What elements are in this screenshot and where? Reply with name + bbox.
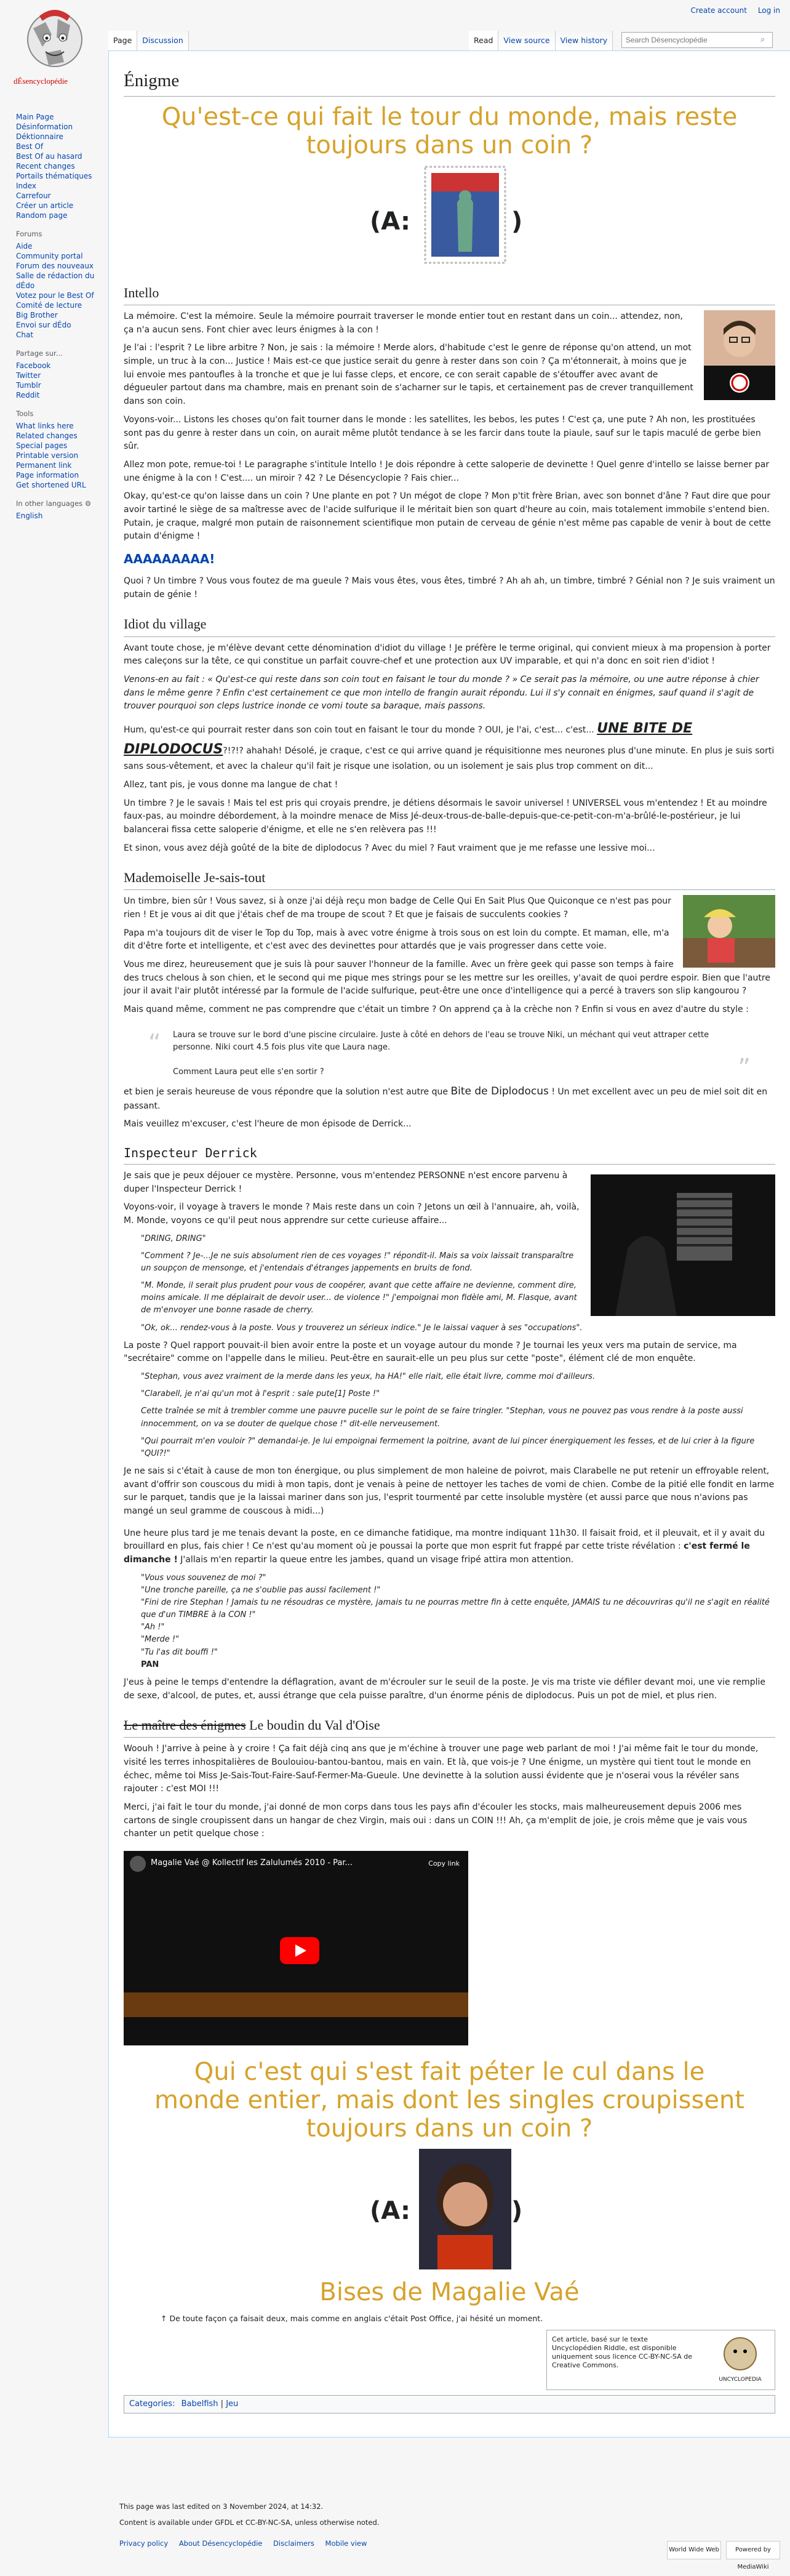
- dialogue-line: "Qui pourrait m'en vouloir ?" demandai-je. Je lui empoignai fermement la poitrine, avant de lui pincer énergiquement les fesses, et de lui crier à la figure "QUI?!": [141, 1436, 755, 1458]
- sidebar-share-link[interactable]: Reddit: [16, 391, 40, 399]
- quote-text: Comment Laura peut elle s'en sortir ?: [173, 1067, 324, 1077]
- sidebar-tool-item[interactable]: [16, 421, 100, 431]
- sidebar-tool-link[interactable]: Printable version: [16, 451, 79, 460]
- magalie-photo[interactable]: [419, 2149, 511, 2269]
- sidebar-heading: [16, 499, 100, 508]
- riddle-question-2: Qui c'est qui s'est fait péter le cul dans le monde entier, mais dont les singles croupissent toujours dans un coin ?: [154, 2058, 744, 2143]
- text: Hum, qu'est-ce qui pourrait rester dans son coin tout en faisant le tour du monde ? OUI, je l'ai, c'est... c'est...: [124, 724, 594, 735]
- paragraph: Vous me direz, heureusement que je suis là pour sauver l'honneur de la famille. Avec un frère geek qui passe son temps à faire des trucs chelous à son chien, et le second qui me pique mes strings pour se les mettre sur les oreilles, y'avait de quoi perdre espoir. Bien que l'autre jour il avait l'air plutôt intéressé par la formule de l'acide sulfurique, peut-être une once d'intelligence qui a percé à travers son slip kangourou ?: [124, 960, 770, 997]
- site-name: dÉsencyclopédie: [14, 76, 68, 86]
- sidebar-lang-item[interactable]: [16, 511, 100, 521]
- sidebar-nav-item[interactable]: [16, 211, 100, 220]
- tab-view-source[interactable]: View source: [498, 31, 555, 50]
- category-links: Categories: Babelfish | Jeu: [124, 2395, 775, 2413]
- search-icon[interactable]: ⌕: [760, 35, 765, 44]
- dialogue-line: "Vous vous souvenez de moi ?": [141, 1573, 266, 1583]
- text: et bien je serais heureuse de vous répondre que la solution n'est autre que: [124, 1087, 451, 1097]
- struck-heading-text: Le maître des énigmes: [124, 1717, 246, 1733]
- paragraph: La mémoire. C'est la mémoire. Seule la mémoire pourrait traverser le monde entier tout en restant dans un coin... attendez, non, ça n'a aucun sens. Font chier avec leurs énigmes à la con !: [124, 311, 683, 335]
- sidebar-nav-link[interactable]: Déktionnaire: [16, 132, 63, 141]
- sidebar-forum-item[interactable]: [16, 261, 100, 271]
- paragraph: Woouh ! J'arrive à peine à y croire ! Ça fait déjà cinq ans que je m'échine à trouver une page web parlant de moi ! J'ai même fait le tour du monde, visité les terres inhospitalières de Boulouiou-bantou-bantou, mais en vain. Et là, que vois-je ? Une énigme, un mystère qui tient tout le monde en échec, même toi Miss Je-Sais-Tout-Faire-Sauf-Fermer-Ma-Gueule. Une devinette à la solution aussi évidente que je n'oserai vous la révéler sans rajouter : c'est MOI !!!: [124, 1744, 759, 1794]
- sidebar-forum-item[interactable]: [16, 310, 100, 320]
- text: Une heure plus tard je me tenais devant la poste, en ce dimanche fatidique, ma montre indiquant 11h30. Il faisait froid, et il pleuvait, et il y avait du brouillard en plus, fais chier ! Ce n'est qu'au moment où je poussai la porte que mon esprit fut frappé par cette triste révélation :: [124, 1528, 765, 1552]
- emphasis-text: Bite de Diplodocus: [450, 1085, 549, 1098]
- sidebar-forum-link[interactable]: Chat: [16, 331, 34, 339]
- sidebar-nav-item[interactable]: [16, 132, 100, 142]
- sidebar-forum-link[interactable]: Community portal: [16, 252, 83, 260]
- signoff-text: Bises de Magalie Vaé: [319, 2278, 580, 2307]
- dialogue-block: [141, 1371, 775, 1460]
- last-edited: This page was last edited on 3 November 2024, at 14:32.: [119, 2502, 324, 2511]
- search-input[interactable]: [621, 32, 773, 48]
- sidebar-tool-link[interactable]: What links here: [16, 422, 74, 430]
- tab-page[interactable]: Page: [108, 31, 137, 50]
- text: ?!?!? ahahah! Désolé, je craque, c'est ce qui arrive quand je réquisitionne mes neurones plus d'une minute. En plus je suis sorti sans sous-vêtement, et avec la chaleur qu'il fait je risque une isolation, ou un isolement je sais plus trop comment on dit...: [124, 746, 775, 772]
- sidebar-forum-item[interactable]: [16, 330, 100, 340]
- sidebar-heading: Forums: [16, 230, 42, 238]
- paragraph: [124, 718, 775, 774]
- license-box: [546, 2330, 775, 2390]
- site-logo[interactable]: [9, 4, 101, 96]
- sidebar-forum-item[interactable]: [16, 300, 100, 310]
- footer-links: [119, 2537, 379, 2550]
- girl-scout-image[interactable]: [683, 895, 775, 968]
- copy-link-button[interactable]: Copy link: [428, 1860, 460, 1868]
- intello-image[interactable]: [704, 310, 775, 400]
- dialogue-line: "Stephan, vous avez vraiment de la merde dans les yeux, ha HA!" elle riait, elle était livre, comme moi d'ailleurs.: [141, 1372, 596, 1382]
- person-photo-icon: [683, 895, 775, 968]
- reference-item: ↑ De toute façon ça faisait deux, mais comme en anglais c'était Post Office, j'ai hésité un moment.: [161, 2314, 543, 2324]
- sidebar-nav-item[interactable]: [16, 161, 100, 171]
- categories-label[interactable]: Categories:: [129, 2399, 175, 2409]
- paragraph: Un timbre ? Je le savais ! Mais tel est pris qui croyais prendre, je détiens désormais le savoir universel ! UNIVERSEL vous m'entendez ! Et au moindre faux-pas, au moindre débordement, à la moindre menace de Miss Jé-deux-trous-de-balle-depuis-que-ce-petit-con-m'a-brûlé-le-postérieur, je lui balancerai fissa cette saloperie d'énigme, et elle ne s'en relèvera pas !!!: [124, 798, 767, 835]
- text: ! Un met excellent avec un peu de miel soit dit en passant.: [124, 1087, 768, 1111]
- dialogue-block: [141, 1572, 775, 1671]
- dialogue-line: "Tu l'as dit bouffi !": [141, 1647, 218, 1657]
- sidebar-nav-item[interactable]: [16, 191, 100, 201]
- sidebar-lang-link[interactable]: English: [16, 512, 43, 520]
- namespace-tabs: [108, 31, 189, 50]
- sidebar-tool-link[interactable]: Get shortened URL: [16, 481, 86, 489]
- paragraph: Je l'ai : l'esprit ? Le libre arbitre ? Non, je sais : la mémoire ! Merde alors, d'habitude c'est le genre de réponse qu'on attend, un mot simple, un truc à la con... Justice ! Mais est-ce que justice serait du genre à rester dans son coin ? Ça m'étonnerait, à moins que je lui envoie mes pantoufles à la tronche et que je lui fasse cleps, et encore, ce con serait capable de s'étouffer avec avant de dégueuler partout dans ma chambre, mais en prenant soin de s'acharner sur le tapis, et certainement pas de crever tranquillement dans son coin.: [124, 343, 693, 407]
- sidebar-forum-item[interactable]: [16, 241, 100, 251]
- sidebar-tool-link[interactable]: Page information: [16, 471, 79, 479]
- disclaimers-link[interactable]: Disclaimers: [273, 2539, 314, 2548]
- personal-tools: [682, 6, 780, 15]
- main-content: [108, 50, 790, 2438]
- sidebar-heading: Partage sur...: [16, 349, 63, 358]
- sidebar-nav-link[interactable]: Carrefour: [16, 191, 51, 200]
- sidebar-languages: [7, 499, 100, 521]
- paragraph: [124, 1083, 775, 1113]
- sidebar-forum-item[interactable]: [16, 291, 100, 300]
- paragraph: Je ne sais si c'était à cause de mon ton énergique, ou plus simplement de mon haleine de poivrot, mais Clarabelle ne put retenir un effroyable relent, avant d'offrir son couscous du midi à mon tapis, dont je venais à peine de nettoyer les taches de vomi de chien. Combe de la pitié elle fondit en larme sur le parquet, tandis que je la laissai mariner dans son jus, l'esprit tourmenté par cette insoluble mystère (et aussi parce que nous n'avions pas mangé un seul gramme de couscous à midi...): [124, 1466, 775, 1516]
- derrick-image[interactable]: [591, 1174, 775, 1316]
- emphasis-text: c'est fermé le dimanche !: [124, 1541, 750, 1565]
- paragraph: J'eus à peine le temps d'entendre la déflagration, avant de m'écrouler sur le seuil de la poste. Je vis ma triste vie défiler devant moi, une vie remplie de sexe, d'alcool, de putes, et, aussi étrange que cela puisse paraître, d'un énorme pénis de diplodocus. Puis un pot de miel, et plus rien.: [124, 1677, 766, 1701]
- sidebar-forum-link[interactable]: Forum des nouveaux: [16, 262, 94, 270]
- stamp-image[interactable]: [424, 166, 506, 264]
- sidebar-nav-link[interactable]: Index: [16, 182, 37, 190]
- sidebar-forum-link[interactable]: Aide: [16, 242, 33, 251]
- sidebar-forum-item[interactable]: [16, 271, 100, 291]
- sidebar-tool-item[interactable]: [16, 470, 100, 480]
- tab-view-history[interactable]: View history: [556, 31, 613, 50]
- sidebar-tool-link[interactable]: Special pages: [16, 441, 68, 450]
- sidebar-nav-link[interactable]: Best Of au hasard: [16, 152, 82, 161]
- license-notice: Content is available under GFDL et CC-BY-NC-SA, unless otherwise noted.: [119, 2518, 380, 2527]
- answer-suffix: ): [511, 2197, 523, 2226]
- privacy-link[interactable]: Privacy policy: [119, 2539, 169, 2548]
- dialogue-line: PAN: [141, 1659, 159, 1669]
- sidebar-nav-item[interactable]: [16, 151, 100, 161]
- create-account-link[interactable]: Create account: [690, 6, 747, 15]
- sidebar-nav-link[interactable]: Portails thématiques: [16, 172, 92, 180]
- sidebar-forum-link[interactable]: Big Brother: [16, 311, 58, 319]
- paragraph: Voyons-voir, il voyage à travers le monde ? Mais reste dans un coin ? Jetons un œil à l'annuaire, ah, voilà, M. Monde, voyons ce qu'il peut nous apprendre sur cette curieuse affaire...: [124, 1202, 580, 1226]
- dialogue-line: Cette traînée se mit à trembler comme une pauvre pucelle sur le point de se faire tringler. "Stephan, vous ne pouvez pas vous rendre à la poste aussi innocemment, on va se douter de quelque chose !" dit-elle nerveusement.: [141, 1406, 743, 1429]
- paragraph: Un timbre, bien sûr ! Vous savez, si à onze j'ai déjà reçu mon badge de Celle Qui En Sait Plus Que Quiconque ce n'est pas pour rien ! Et je vous ai dit que j'étais chef de ma troupe de scout ? Et que je faisais de succulents cookies ?: [124, 896, 671, 920]
- sidebar-heading: Tools: [16, 409, 34, 418]
- paragraph: La poste ? Quel rapport pouvait-il bien avoir entre la poste et un voyage autour du monde ? Je tournai les yeux vers ma putain de service, ma "secrétaire" comme on l'appelle dans le milieu. Peut-être en saurait-elle un peu plus sur cette "poste", élément clé de mon enquête.: [124, 1340, 737, 1364]
- sidebar-nav-item[interactable]: [16, 201, 100, 211]
- sidebar-tool-item[interactable]: [16, 441, 100, 451]
- blockquote: [148, 1029, 751, 1083]
- section-heading-intello: Intello: [124, 283, 775, 305]
- sidebar-forum-item[interactable]: [16, 251, 100, 261]
- category-link[interactable]: Babelfish: [181, 2399, 218, 2409]
- answer-suffix: ): [511, 207, 523, 236]
- riddle-answer-2: [124, 2149, 775, 2272]
- about-link[interactable]: About Désencyclopédie: [178, 2539, 263, 2548]
- sidebar-share-item[interactable]: [16, 390, 100, 400]
- stage-scene: [124, 1992, 468, 2017]
- footer-icons: [667, 2541, 780, 2570]
- paragraph: Venons-en au fait : « Qu'est-ce qui reste dans son coin tout en faisant le tour du monde ? » Ce serait pas la mémoire, ou une autre réponse à chier dans le même genre ? Enfin c'est certainement ce que mon intello de frangin aurait répondu. Lui il s'y connait en énigmes, sauf quand il s'agit de trouver pourquoi son cleps lustrice inonde ce vomi toute sa baraque, mais passons.: [124, 674, 759, 712]
- section-heading-mademoiselle: Mademoiselle Je-sais-tout: [124, 867, 775, 890]
- sidebar-tool-item[interactable]: [16, 431, 100, 441]
- sidebar-share-item[interactable]: [16, 361, 100, 371]
- uncyclopedia-logo[interactable]: [711, 2335, 770, 2385]
- answer-prefix: (A:: [370, 207, 410, 236]
- section-heading-idiot: Idiot du village: [124, 614, 775, 636]
- section-heading-maitre: [124, 1715, 775, 1738]
- page-title: Énigme: [124, 67, 775, 97]
- tab-discussion[interactable]: Discussion: [137, 31, 188, 50]
- sidebar-forums: [7, 229, 100, 340]
- sidebar-tool-item[interactable]: [16, 460, 100, 470]
- world-icon[interactable]: World Wide Web: [667, 2541, 721, 2559]
- sidebar-nav-link[interactable]: Créer un article: [16, 201, 74, 210]
- sidebar-nav-link[interactable]: Recent changes: [16, 162, 75, 171]
- dialogue-line: "Fini de rire Stephan ! Jamais tu ne résoudras ce mystère, jamais tu ne pourras mettre fin à cette enquête, JAMAIS tu ne découvriras qu'il ne s'agit en réalité que d'un TIMBRE à la CON !": [141, 1598, 770, 1620]
- dialogue-line: "DRING, DRING": [141, 1234, 206, 1243]
- paragraph: Mais quand même, comment ne pas comprendre que c'était un timbre ? On apprend ça à la crèche non ? Enfin si vous en avez d'autre du style :: [124, 1005, 749, 1015]
- license-text: Cet article, basé sur le texte Uncyclopédien Riddle, est disponible uniquement sous licence CC-BY-NC-SA de Creative Commons.: [552, 2335, 692, 2369]
- dialogue-line: "M. Monde, il serait plus prudent pour vous de coopérer, avant que cette affaire ne devienne, comment dire, moins amicale. Il me déplairait de devoir user... de violence !" j'empoignai mon fidèle ami, M. Flasque, avant de m'envoyer une bonne rasade de cherry.: [141, 1281, 577, 1315]
- sidebar-tool-link[interactable]: Related changes: [16, 431, 78, 440]
- sidebar-nav-item[interactable]: [16, 122, 100, 132]
- person-photo-icon: [704, 310, 775, 400]
- paragraph: Mais veuillez m'excuser, c'est l'heure de mon épisode de Derrick...: [124, 1119, 412, 1130]
- sidebar-forum-link[interactable]: Votez pour le Best Of: [16, 291, 94, 300]
- sidebar-navigation: [7, 112, 100, 220]
- sidebar-forum-item[interactable]: [16, 320, 100, 330]
- view-tabs: [469, 31, 613, 50]
- sidebar-share-item[interactable]: [16, 380, 100, 390]
- dialogue-line: "Merde !": [141, 1635, 180, 1645]
- logo-caption: UNCYCLOPEDIA: [719, 2376, 762, 2383]
- answer-prefix: (A:: [370, 2197, 410, 2226]
- sidebar-share-link[interactable]: Twitter: [16, 371, 41, 380]
- section-heading-derrick: Inspecteur Derrick: [124, 1144, 775, 1165]
- paragraph: Voyons-voir... Listons les choses qu'on fait tourner dans le monde : les satellites, les bebos, les putes ! C'est ça, une pute ? Ah non, les prostituées sont pas du genre à rester dans un coin, on aurait même plutôt tendance à se les farcir dans toute la piaule, sauf sur le tapis maculé de gerbe bien sûr.: [124, 414, 761, 452]
- dark-photo-icon: [591, 1174, 775, 1316]
- stamp-icon: [424, 166, 506, 264]
- languages-heading: In other languages: [16, 499, 83, 508]
- category-link[interactable]: Jeu: [226, 2399, 239, 2409]
- video-title[interactable]: Magalie Vaé @ Kollectif les Zalulumés 2010 - Par...: [151, 1858, 353, 1868]
- sidebar-share-item[interactable]: [16, 371, 100, 380]
- riddle-question: Qu'est-ce qui fait le tour du monde, mais reste toujours dans un coin ?: [161, 102, 738, 159]
- heading-text: Le boudin du Val d'Oise: [245, 1717, 380, 1733]
- emphasis-text: UNE BITE DE DIPLODOCUS: [124, 720, 693, 758]
- sidebar-share: [7, 348, 100, 400]
- text: J'allais m'en repartir la queue entre les jambes, quand un visage fripé attira mon attention.: [177, 1555, 574, 1565]
- footer: [119, 2500, 379, 2550]
- sidebar-tool-item[interactable]: [16, 451, 100, 460]
- sidebar: [7, 112, 100, 529]
- dialogue-line: "Ah !": [141, 1623, 165, 1632]
- sidebar-forum-link[interactable]: Envoi sur dÉdo: [16, 321, 71, 329]
- sidebar-forum-link[interactable]: Salle de rédaction du dÉdo: [16, 271, 95, 290]
- sidebar-nav-link[interactable]: Best Of: [16, 142, 44, 151]
- paragraph: Quoi ? Un timbre ? Vous vous foutez de ma gueule ? Mais vous êtes, vous êtes, timbré ? Ah ah ah, un timbre, timbré ? Génial non ? Je suis vraiment un putain de génie !: [124, 576, 775, 600]
- paragraph: Avant toute chose, je m'élève devant cette dénomination d'idiot du village ! Je préfère le terme original, qui convient mieux à ma propension à porter mes caleçons sur la tête, ce qui constitue un parfait couvre-chef et une protection aux UV imparable, et qui n'a donc en soit rien d'idiot !: [124, 643, 771, 667]
- tab-read[interactable]: Read: [469, 31, 498, 50]
- paragraph: Okay, qu'est-ce qu'on laisse dans un coin ? Une plante en pot ? Un mégot de clope ? Mon p'tit frère Brian, avec son bonnet d'âne ? Faut dire que pour avoir tartiné le siège de sa maîtresse avec de l'acide sulfurique il le méritait bien son quart d'heure au coin, mais totalement immobile s'entend bien. Putain, je craque, malgré mon putain de raisonnement scientifique mon putain de cerveau de génie n'est même pas capable de venir à bout de cette putain d'énigme !: [124, 491, 771, 542]
- video-embed[interactable]: [124, 1851, 468, 2045]
- dialogue-line: "Comment ? Je-...Je ne suis absolument rien de ces voyages !" répondit-il. Mais sa voix laissait transparaître un soupçon de mensonge, et j'entendais d'étranges jappements en bruits de fond.: [141, 1251, 574, 1274]
- sidebar-nav-item[interactable]: [16, 171, 100, 181]
- references-list: [136, 2313, 775, 2324]
- gear-icon[interactable]: ⚙: [84, 499, 92, 508]
- login-link[interactable]: Log in: [757, 6, 780, 15]
- paragraph: [124, 1527, 775, 1567]
- sidebar-tools: [7, 409, 100, 490]
- sidebar-share-link[interactable]: Tumblr: [16, 381, 41, 390]
- mobile-view-link[interactable]: Mobile view: [325, 2539, 367, 2548]
- shout-text: AAAAAAAAA!: [124, 552, 215, 567]
- sidebar-nav-item[interactable]: [16, 142, 100, 151]
- sidebar-nav-link[interactable]: Main Page: [16, 113, 54, 121]
- play-icon[interactable]: [280, 1937, 319, 1964]
- potato-logo-icon: [722, 2335, 759, 2372]
- paragraph: Allez, tant pis, je vous donne ma langue de chat !: [124, 779, 338, 790]
- paragraph: Je sais que je peux déjouer ce mystère. Personne, vous m'entendez PERSONNE n'est encore parvenu à duper l'Inspecteur Derrick !: [124, 1170, 568, 1194]
- channel-avatar: [130, 1856, 146, 1872]
- paragraph: Papa m'a toujours dit de viser le Top du Top, mais à avec votre énigme à trois sous on est loin du compte. Et maman, elle, m'a dit d'être forte et intelligente, et c'est avec des devinettes pour attardés que je vais progresser dans cette voie.: [124, 928, 669, 952]
- riddle-answer: [124, 166, 775, 270]
- sidebar-nav-item[interactable]: [16, 112, 100, 122]
- sidebar-tool-link[interactable]: Permanent link: [16, 461, 72, 470]
- sidebar-forum-link[interactable]: Comité de lecture: [16, 301, 82, 310]
- mediawiki-icon[interactable]: Powered by MediaWiki: [726, 2541, 780, 2559]
- sidebar-nav-link[interactable]: Désinformation: [16, 122, 73, 131]
- sidebar-nav-item[interactable]: [16, 181, 100, 191]
- person-photo-icon: [419, 2149, 511, 2269]
- sidebar-nav-link[interactable]: Random page: [16, 211, 68, 220]
- quote-close-icon: ”: [738, 1054, 751, 1083]
- quote-open-icon: “: [148, 1029, 161, 1057]
- dialogue-line: "Ok, ok... rendez-vous à la poste. Vous y trouverez un sérieux indice." Je le laissai vaquer à ses "occupations".: [141, 1323, 583, 1333]
- dialogue-line: "Une tronche pareille, ça ne s'oublie pas aussi facilement !": [141, 1585, 381, 1595]
- dialogue-line: "Clarabell, je n'ai qu'un mot à l'esprit : sale pute[1] Poste !": [141, 1389, 380, 1399]
- paragraph: Merci, j'ai fait le tour du monde, j'ai donné de mon corps dans tous les pays afin d'écouler les stocks, mais malheureusement depuis 2006 mes cartons de single croupissent dans un hangar de chez Virgin, mais oui : dans un COIN !!! Ah, ça m'emplit de joie, je crois même que je vais vous chanter un petit quelque chose :: [124, 1802, 748, 1839]
- sidebar-share-link[interactable]: Facebook: [16, 361, 51, 370]
- sidebar-tool-item[interactable]: [16, 480, 100, 490]
- quote-text: Laura se trouve sur le bord d'une piscine circulaire. Juste à côté en dehors de l'eau se trouve Niki, un méchant qui veut attraper cette personne. Niki court 4.5 fois plus vite que Laura nage.: [173, 1030, 709, 1052]
- paragraph: Et sinon, vous avez déjà goûté de la bite de diplodocus ? Avec du miel ? Faut vraiment que je me refasse une lessive moi...: [124, 843, 655, 853]
- paragraph: Allez mon pote, remue-toi ! Le paragraphe s'intitule Intello ! Je dois répondre à cette saloperie de devinette ! Quel genre d'intello se laisse berner par une énigme à la con ! C'est.... un miroir ? 42 ? Le Désencyclopie ? Fais chier...: [124, 459, 770, 483]
